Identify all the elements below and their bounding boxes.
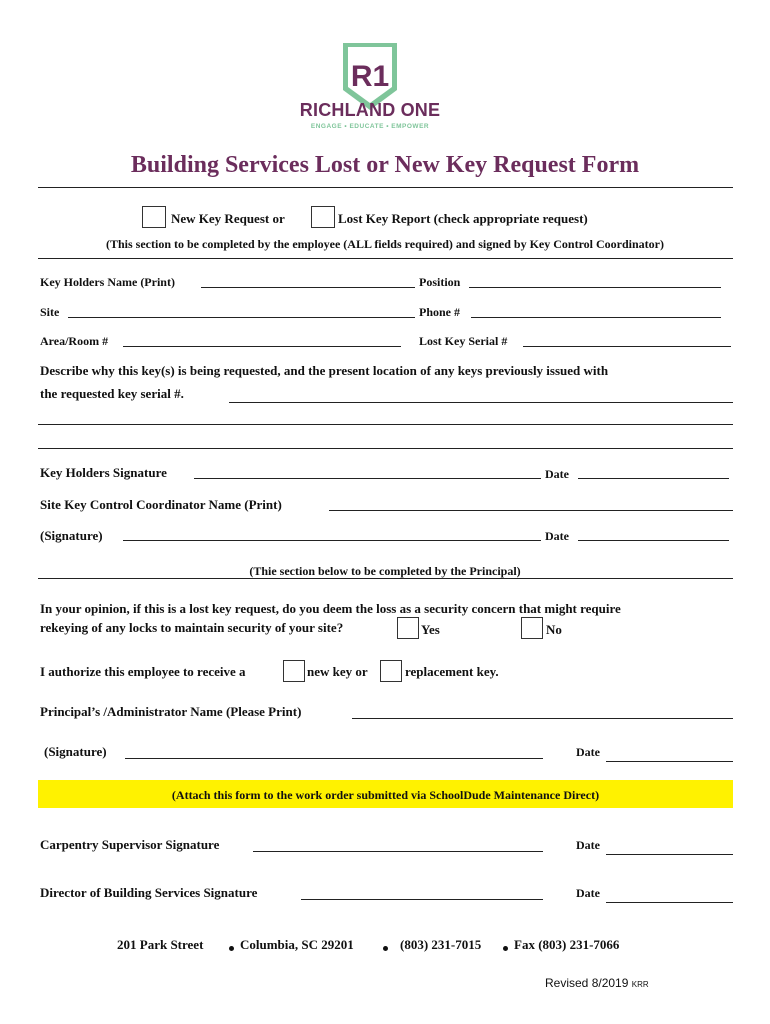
footer-street: 201 Park Street [117,937,204,952]
area-room-label: Area/Room # [40,334,109,348]
principal-signature-field[interactable] [125,758,543,759]
security-no-label: No [546,622,562,637]
form-title: Building Services Lost or New Key Request Form [130,152,640,178]
principal-name-label: Principal’s /Administrator Name (Please Print) [40,704,302,719]
lost-key-checkbox[interactable] [311,206,335,228]
footer-bullet-icon [383,946,388,951]
principal-date-field[interactable] [606,761,733,762]
revised-date: Revised 8/2019 [545,976,629,990]
key-holder-name-label: Key Holders Name (Print) [40,275,175,289]
coordinator-date-field[interactable] [578,540,729,541]
principal-name-field[interactable] [352,718,733,719]
svg-text:R1: R1 [350,60,390,93]
describe-prompt-line2: the requested key serial #. [40,386,184,401]
carpentry-signature-field[interactable] [253,851,543,852]
director-date-label: Date [576,886,600,900]
revised-initials: KRR [631,980,649,989]
position-label: Position [419,275,461,289]
authorize-replacement-checkbox[interactable] [380,660,402,682]
director-signature-label: Director of Building Services Signature [40,885,258,900]
authorize-new-checkbox[interactable] [283,660,305,682]
employee-rule [38,258,733,259]
describe-prompt-line1: Describe why this key(s) is being requested, and the present location of any keys previously issued with [40,363,609,378]
security-no-checkbox[interactable] [521,617,543,639]
carpentry-signature-label: Carpentry Supervisor Signature [40,837,220,852]
site-label: Site [40,305,60,319]
footer-bullet-icon [229,946,234,951]
logo-name: RICHLAND ONE [299,100,441,120]
principal-rule [38,578,733,579]
authorize-new-label: new key or [307,664,368,679]
authorize-label: I authorize this employee to receive a [40,664,246,679]
security-yes-checkbox[interactable] [397,617,419,639]
logo-tagline: ENGAGE • EDUCATE • EMPOWER [310,123,430,130]
position-field[interactable] [469,287,721,288]
key-holder-signature-field[interactable] [194,478,541,479]
describe-field-1[interactable] [229,402,733,403]
security-yes-label: Yes [421,622,440,637]
footer-city: Columbia, SC 29201 [240,937,354,952]
security-question-line2: rekeying of any locks to maintain security of your site? [40,620,344,635]
footer-phone: (803) 231-7015 [400,937,482,952]
phone-field[interactable] [471,317,721,318]
key-holder-signature-label: Key Holders Signature [40,465,167,480]
coordinator-name-label: Site Key Control Coordinator Name (Print) [40,497,282,512]
carpentry-date-field[interactable] [606,854,733,855]
principal-date-label: Date [576,745,600,759]
director-signature-field[interactable] [301,899,543,900]
key-holder-name-field[interactable] [201,287,415,288]
footer-fax: Fax (803) 231-7066 [514,937,620,952]
site-field[interactable] [68,317,415,318]
carpentry-date-label: Date [576,838,600,852]
describe-field-3[interactable] [38,448,733,449]
coordinator-name-field[interactable] [329,510,733,511]
lost-key-serial-label: Lost Key Serial # [419,334,508,348]
director-date-field[interactable] [606,902,733,903]
phone-label: Phone # [419,305,461,319]
new-key-label: New Key Request or [171,211,285,226]
employee-section-note: (This section to be completed by the employee (ALL fields required) and signed by Key Control Coordinator) [106,237,664,251]
lost-key-serial-field[interactable] [523,346,731,347]
title-rule [38,187,733,188]
coordinator-date-label: Date [545,529,569,543]
lost-key-label: Lost Key Report (check appropriate request) [338,211,588,226]
footer-bullet-icon [503,946,508,951]
describe-field-2[interactable] [38,424,733,425]
coordinator-signature-label: (Signature) [40,528,103,543]
security-question-line1: In your opinion, if this is a lost key request, do you deem the loss as a security concern that might require [40,601,621,616]
new-key-checkbox[interactable] [142,206,166,228]
key-holder-date-field[interactable] [578,478,729,479]
attach-note: (Attach this form to the work order submitted via SchoolDude Maintenance Direct) [171,788,600,802]
coordinator-signature-field[interactable] [123,540,541,541]
authorize-replacement-label: replacement key. [405,664,499,679]
area-room-field[interactable] [123,346,401,347]
richland-one-logo [290,40,450,135]
principal-section-note: (Thie section below to be completed by the Principal) [249,564,521,578]
revised-note [545,976,649,990]
principal-signature-label: (Signature) [44,744,107,759]
key-holder-date-label: Date [545,467,569,481]
